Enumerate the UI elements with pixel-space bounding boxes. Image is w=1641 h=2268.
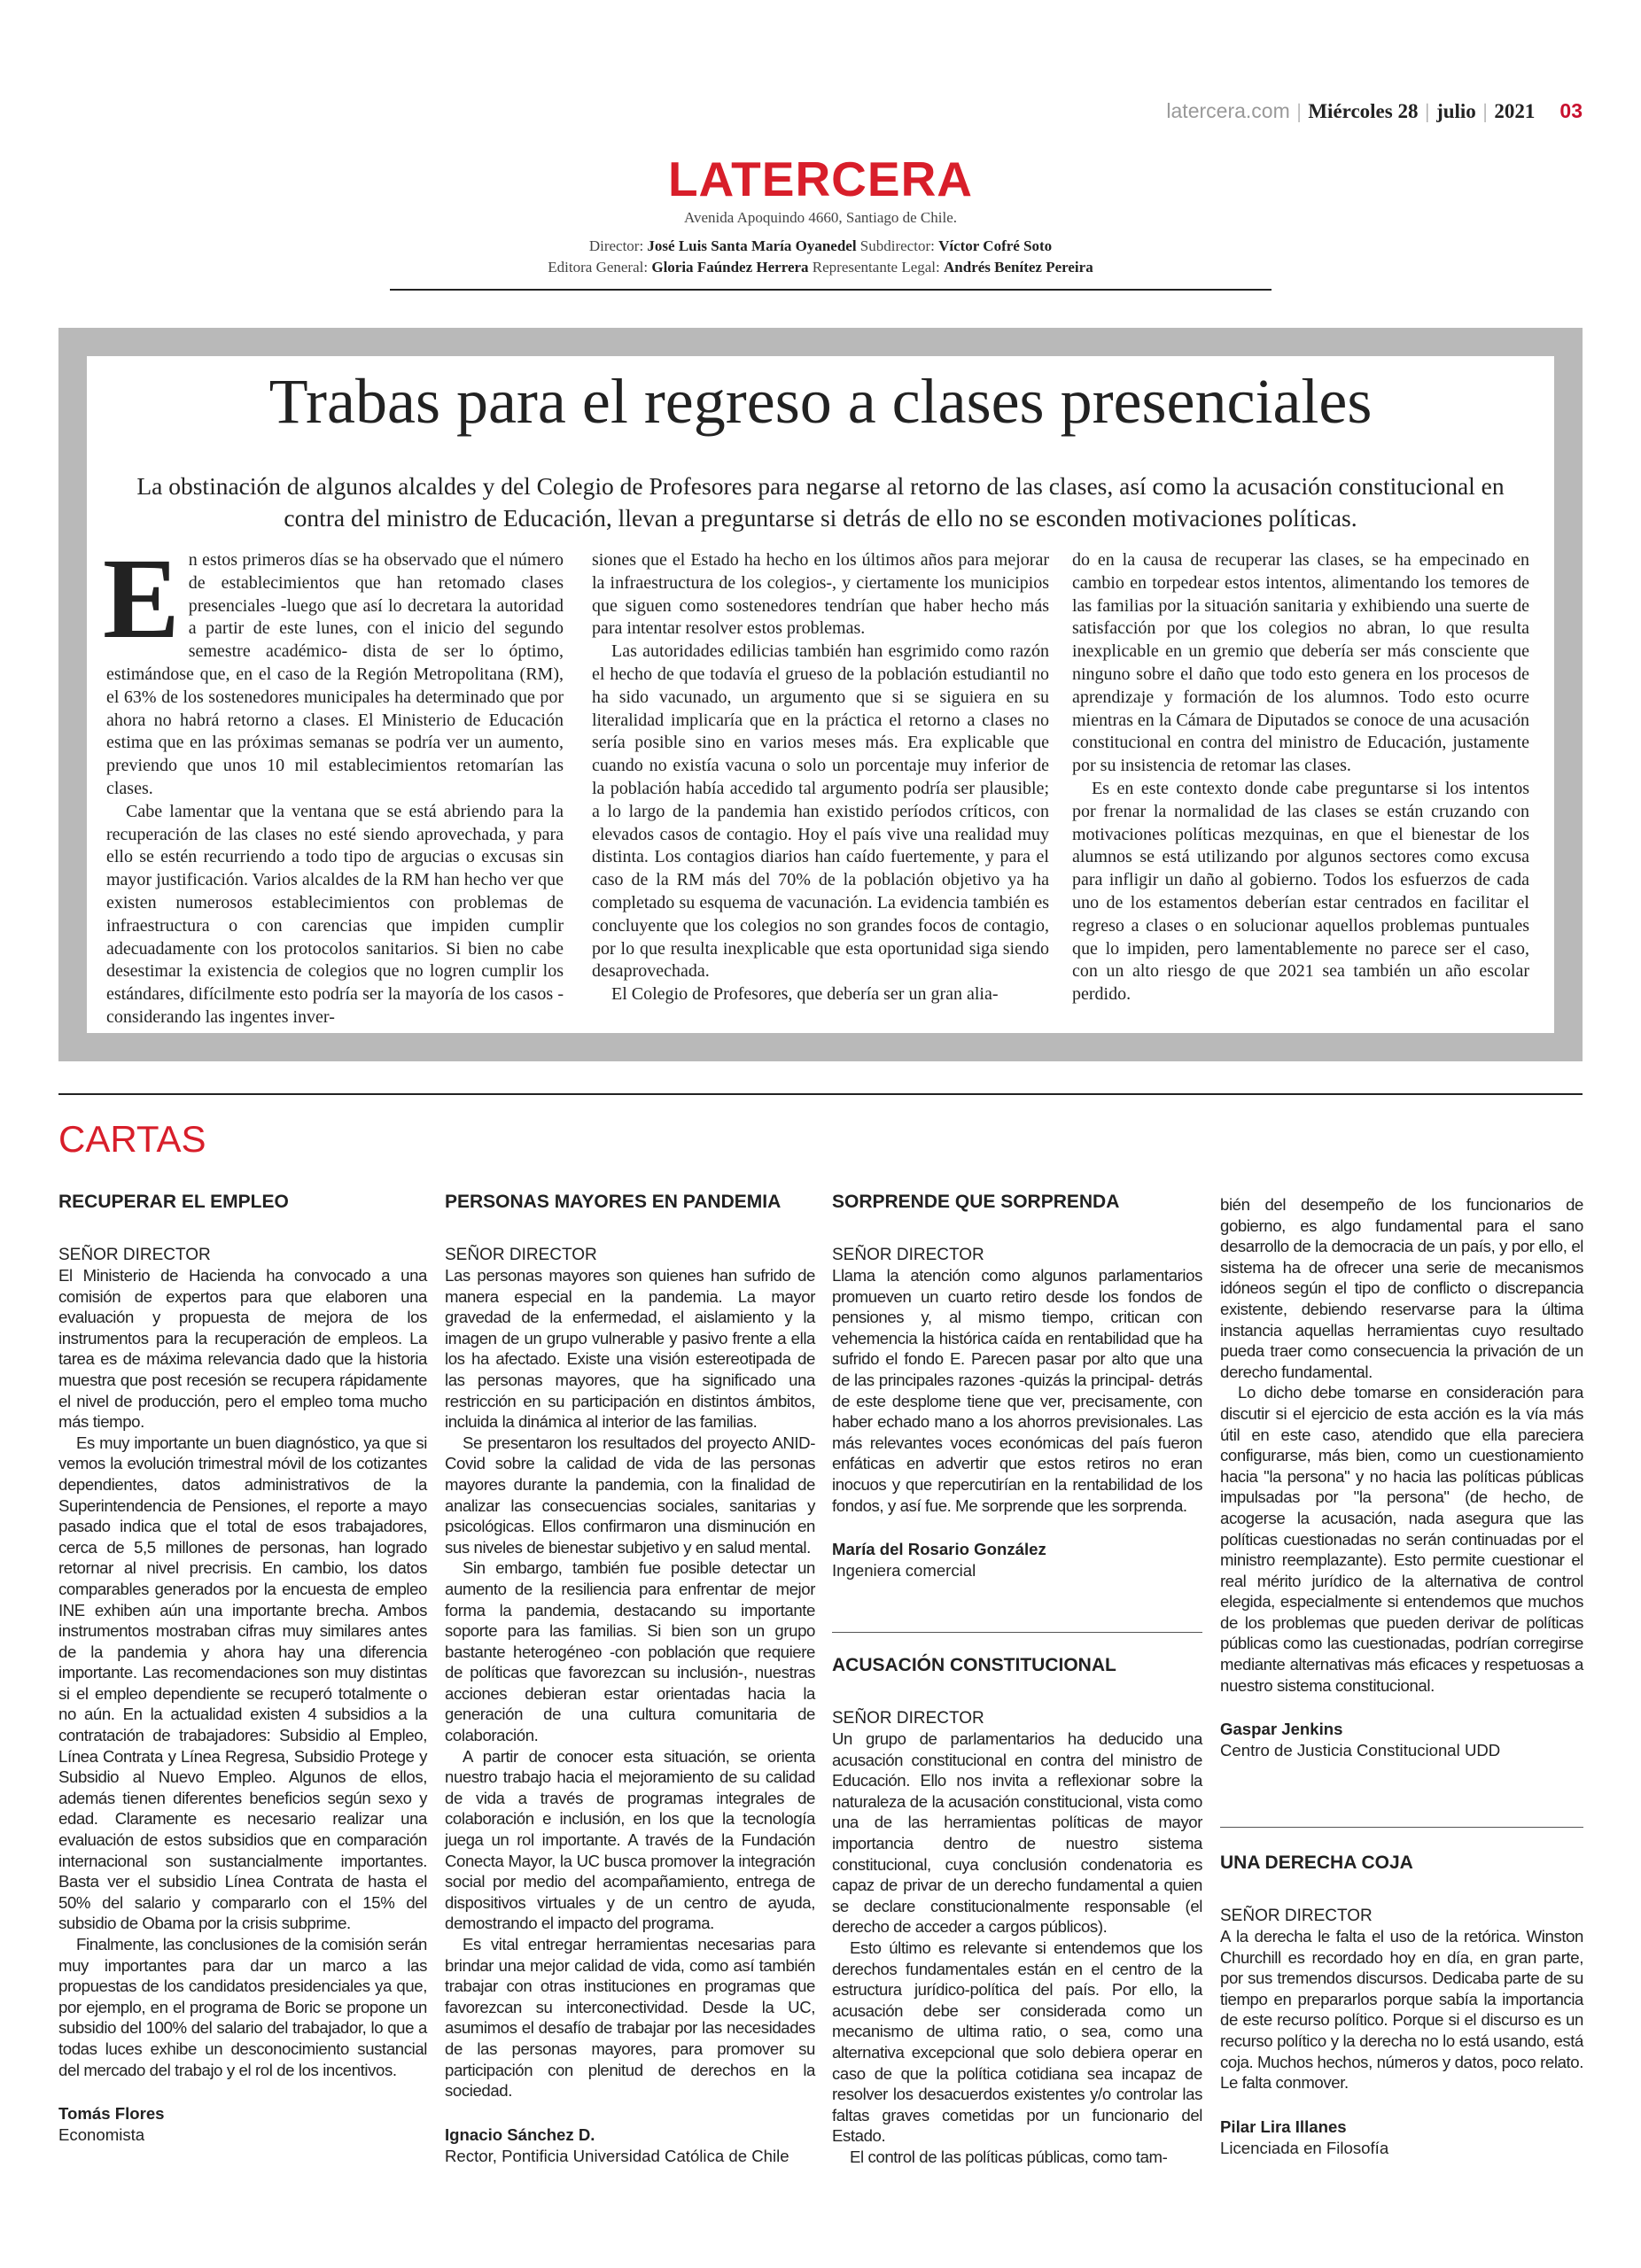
letter-derecha-coja [1220, 1852, 1583, 2159]
subdirector-name: Víctor Cofré Soto [938, 237, 1053, 254]
letter-personas-mayores [445, 1192, 815, 2167]
letter-title: UNA DERECHA COJA [1220, 1852, 1413, 1873]
letter-salutation: SEÑOR DIRECTOR [58, 1246, 211, 1264]
letter-body: Las personas mayores son quienes han sufrido de manera especial en la pandemia. La mayor gravedad de la enfermedad, el aislamiento y la imagen de un grupo vulnerable y pasivo frente a ella los ha afectado. Existe una visión estereotipada de las personas mayores, que ha significado una restricción en su participación en distintos ámbitos, incluida la dinámica al interior de las familias. Se presentaron los resultados del proyecto ANID-Covid sobre la calidad de vida de las personas mayores durante la pandemia, con la finalidad de analizar las consecuencias sociales, sanitarias y psicológicas. Ellos confirmaron una disminución en sus niveles de bienestar subjetivo y en salud mental. Sin embargo, también fue posible detectar un aumento de la resiliencia para enfrentar de mejor forma la pandemia, destacando su importante soporte para las familias. Si bien son un grupo bastante heterogéneo -con población que requiere de políticas que favorezcan su inclusión-, nuestras acciones debieran estar orientadas hacia la generación de una cultura comunitaria de colaboración. A partir de conocer esta situación, se orienta nuestro trabajo hacia el mejoramiento de su calidad de vida a través de programas integrales de colaboración e inclusión, en los que la tecnología juega un rol importante. A través de la Fundación Conecta Mayor, la UC busca promover la integración social por medio del acompañamiento, entrega de dispositivos virtuales y de un centro de ayuda, demostrando el impacto del programa. Es vital entregar herramientas necesarias para brindar una mejor calidad de vida, como así también trabajar con otras instituciones en programas que favorezcan su interconectividad. Desde la UC, asumimos el desafío de trabajar por las necesidades de las personas mayores, para promover su participación con plenitud de derechos en la sociedad. [445, 1266, 815, 2101]
editorial-title: Trabas para el regreso a clases presenciales [268, 366, 1373, 437]
letter-body: bién del desempeño de los funcionarios de gobierno, es algo fundamental para el sano desarrollo de la democracia de un país, y por ello, el sistema ha de ofrecer una serie de mecanismos idóneos según el tipo de conflicto o discrepancia existente, debiendo reservarse para la última instancia aquellas herramientas cuyo resultado pueda traer como consecuencia la privación de un derecho fundamental. Lo dicho debe tomarse en consideración para discutir si el ejercicio de esta acción es la vía más útil en este caso, atendido que ella pareciera configurarse, más bien, como un cuestionamiento hacia "la persona" y no hacia las políticas públicas impulsadas por "la persona" (de hecho, de acogerse la acusación, nada asegura que las políticas cuestionadas no serán continuadas por el ministro reemplazante). Esto permite cuestionar el real mérito jurídico de la alternativa de control elegida, especialmente si entendemos que muchos de los problemas que pueden derivar de políticas públicas como las cuestionadas, podrían corregirse mediante alternativas más eficaces y respetuosas a nuestro sistema constitucional. [1220, 1195, 1583, 1695]
letter-title: SORPRENDE QUE SORPRENDA [832, 1192, 1120, 1212]
page-number: 03 [1559, 99, 1583, 122]
section-title-cartas: CARTAS [58, 1118, 206, 1160]
editor-name: Gloria Faúndez Herrera [651, 259, 809, 276]
letter-title: PERSONAS MAYORES EN PANDEMIA [445, 1192, 782, 1212]
letter-body: El Ministerio de Hacienda ha convocado a una comisión de expertos para que elaboren una evaluación y propuesta de mejora de los instrumentos para la recuperación de empleos. La tarea es de máxima relevancia dado que la historia muestra que post recesión se recupera rápidamente el nivel de producción, pero el empleo toma mucho más tiempo. Es muy importante un buen diagnóstico, ya que si vemos la evolución trimestral móvil de los cotizantes dependientes, datos administrativos de la Superintendencia de Pensiones, el reporte a mayo pasado indica que el total de esos trabajadores, cerca de 5,5 millones de personas, han logrado retornar al nivel precrisis. En cambio, los datos comparables generados por la encuesta de empleo INE exhiben aún una importante brecha. Ambos instrumentos mostraban cifras muy similares antes de la pandemia y ahora hay una diferencia importante. Las recomendaciones son muy distintas si el empleo dependiente se recuperó totalmente o no aún. En la actualidad existen 4 subsidios a la contratación de trabajadores: Subsidio al Empleo, Línea Contrata y Línea Regresa, Subsidio Protege y Subsidio al Nuevo Empleo. Algunos de ellos, además tienen diferentes beneficios según sexo y edad. Claramente es necesario realizar una evaluación de estos subsidios que en comparación internacional son sustancialmente importantes. Basta ver el subsidio Línea Contrata de hasta el 50% del salario y compararlo con el 15% del subsidio de Obama por la crisis subprime. Finalmente, las conclusiones de la comisión serán muy importantes para dar un marco a las propuestas de los candidatos presidenciales ya que, por ejemplo, en el programa de Boric se propone un subsidio del 100% del salario del trabajador, lo que a todas luces exhibe un desconocimiento sustancial del mercado del trabajo y el rol de los incentivos. [58, 1266, 427, 2079]
letter-acusacion-constitucional [832, 1655, 1202, 2167]
date-month: julio [1436, 100, 1476, 122]
letter-salutation: SEÑOR DIRECTOR [832, 1246, 984, 1264]
letter-role: Economista [58, 2125, 145, 2145]
letter-sorprende [832, 1192, 1202, 1581]
letter-salutation: SEÑOR DIRECTOR [1220, 1907, 1373, 1925]
section-divider [58, 1093, 1583, 1095]
editorial-column-3: do en la causa de recuperar las clases, se ha empecinado en cambio en torpedear estos intentos, alimentando los temores de las familias por la situación sanitaria y exhibiendo una suerte de satisfacción por que los colegios no abran, lo que resulta inexplicable en un gremio que debería ser más consciente que ninguno sobre el daño que todo esto genera en los procesos de aprendizaje y formación de los alumnos. Todo esto ocurre mientras en la Cámara de Diputados se conoce de una acusación constitucional en contra del ministro de Educación, justamente por su insistencia de retomar las clases. Es en este contexto donde cabe preguntarse si los intentos por frenar la normalidad de las clases se están cruzando con motivaciones políticas mezquinas, en que el bienestar de los alumnos se está utilizando por algunos sectores como excusa para infligir un daño al gobierno. Todos los esfuerzos de cada uno de los estamentos deberían estar centrados en facilitar el regreso a clases o en solucionar aquellos problemas puntuales que lo impiden, pero lamentablemente no parece ser el caso, con un alto riesgo de que 2021 sea también un año escolar perdido. [1072, 550, 1529, 1005]
letter-recuperar-empleo [58, 1192, 427, 2146]
drop-cap: E [103, 535, 180, 663]
letter-signature: Pilar Lira Illanes [1220, 2117, 1347, 2136]
letter-body: A la derecha le falta el uso de la retórica. Winston Churchill es recordado hoy en día, en gran parte, por sus tremendos discursos. Dedicaba parte de su tiempo en prepararlos porque sabía la importancia de este recurso político. Porque si el discurso es un recurso político y la derecha no lo está usando, está coja. Muchos hechos, números y datos, poco relato. Le falta conmover. [1220, 1927, 1583, 2093]
director-name: José Luis Santa María Oyanedel [647, 237, 857, 254]
site-url[interactable]: latercera.com [1166, 99, 1290, 122]
letter-title: ACUSACIÓN CONSTITUCIONAL [832, 1655, 1116, 1675]
letter-body: Un grupo de parlamentarios ha deducido una acusación constitucional en contra del ministro de Educación. Ello nos invita a reflexionar sobre la naturaleza de la acusación constitucional, vista como una de las herramientas políticas de mayor importancia dentro de nuestro sistema constitucional, cuya conclusión condenatoria es capaz de privar de un derecho fundamental a quien se declare constitucionalmente responsable (el derecho de acceder a cargos públicos). Esto último es relevante si entendemos que los derechos fundamentales están en el centro de la estructura jurídico-política del país. Por ello, la acusación debe ser considerada como un mecanismo de ultima ratio, o sea, como una alternativa excepcional que solo debiera operar en caso de que la política cotidiana sea incapaz de resolver los desacuerdos existentes y/o controlar las faltas graves cometidas por un funcionario del Estado. El control de las políticas públicas, como tam- [832, 1729, 1202, 2166]
legal-rep-name: Andrés Benítez Pereira [944, 259, 1093, 276]
letter-salutation: SEÑOR DIRECTOR [832, 1709, 984, 1728]
address: Avenida Apoquindo 4660, Santiago de Chile. [683, 209, 957, 226]
editorial-lede: La obstinación de algunos alcaldes y del Colegio de Profesores para negarse al retorno de las clases, así como la acusación constitucional en contra del ministro de Educación, llevan a preguntarse si detrás de ello no se esconden motivaciones políticas. [136, 472, 1505, 532]
editorial-column-1: En estos primeros días se ha observado que el número de establecimientos que han retomado clases presenciales -luego que así lo decretara la autoridad a partir de este lunes, con el inicio del segundo semestre académico- dista de ser lo óptimo, estimándose que, en el caso de la Región Metropolitana (RM), el 63% de los sostenedores municipales ha determinado que por ahora no habrá retorno a clases. El Ministerio de Educación estima que en las próximas semanas se podría ver un aumento, previendo que unos 10 mil establecimientos retomarían las clases. Cabe lamentar que la ventana que se está abriendo para la recuperación de las clases no esté siendo aprovechada, y para ello se estén recurriendo a todo tipo de argucias o excusas sin mayor justificación. Varios alcaldes de la RM han hecho ver que existen numerosos establecimientos con problemas de infraestructura o con carencias que impiden cumplir adecuadamente con los protocolos sanitarios. Si bien no cabe desestimar la existencia de colegios que no logren cumplir los estándares, difícilmente esto podría ser la mayoría de los casos -considerando las ingentes inver- [103, 535, 564, 1027]
editorial-column-2: siones que el Estado ha hecho en los últimos años para mejorar la infraestructura de los colegios-, y ciertamente los municipios que siguen como sostenedores tendrían que haber hecho más para intentar resolver estos problemas. Las autoridades edilicias también han esgrimido como razón el hecho de que todavía el grueso de la población estudiantil no ha sido vacunado, un argumento que si se siguiera en su literalidad implicaría que en la práctica el retorno a clases no sería posible sino en varios meses más. Era explicable que cuando no existía vacuna o solo un porcentaje muy inferior de la población había accedido tal argumento podría ser plausible; a lo largo de la pandemia han existido períodos críticos, con elevados casos de contagio. Hoy el país vive una realidad muy distinta. Los contagios diarios han caído fuertemente, y para el caso de la RM más del 70% de la población objetivo ya ha completado su esquema de vacunación. La evidencia también es concluyente que los colegios no son grandes focos de contagio, por lo que resulta inexplicable que esta oportunidad siga siendo desaprovechada. El Colegio de Profesores, que debería ser un gran alia- [592, 550, 1049, 1005]
letter-role: Licenciada en Filosofía [1220, 2138, 1389, 2157]
letter-signature: Tomás Flores [58, 2104, 165, 2124]
date-year: 2021 [1494, 100, 1536, 122]
header-divider [390, 289, 1272, 291]
letter-signature: Ignacio Sánchez D. [445, 2124, 595, 2144]
letter-title: RECUPERAR EL EMPLEO [58, 1192, 289, 1212]
date-day: Miércoles 28 [1308, 100, 1419, 122]
newspaper-logo: LATERCERA [667, 151, 974, 206]
date-line: latercera.com | Miércoles 28 | julio | 2021 03 [1166, 99, 1583, 122]
masthead-line-1: Director: José Luis Santa María Oyanedel Subdirector: Víctor Cofré Soto [588, 237, 1053, 254]
letter-role: Ingeniera comercial [832, 1561, 976, 1581]
letter-role: Rector, Pontificia Universidad Católica de Chile [445, 2146, 789, 2165]
letter-salutation: SEÑOR DIRECTOR [445, 1246, 597, 1264]
letter-divider [1220, 1827, 1583, 1828]
letter-acusacion-continuation [1220, 1194, 1583, 1761]
letter-signature: María del Rosario González [832, 1540, 1046, 1559]
letter-role: Centro de Justicia Constitucional UDD [1220, 1741, 1501, 1760]
masthead-line-2: Editora General: Gloria Faúndez Herrera Representante Legal: Andrés Benítez Pereira [548, 259, 1093, 276]
letter-signature: Gaspar Jenkins [1220, 1720, 1343, 1739]
letter-body: Llama la atención como algunos parlamentarios promueven un cuarto retiro desde los fondos de pensiones y, al mismo tiempo, critican con vehemencia la histórica caída en rentabilidad que ha sufrido el fondo E. Parecen pasar por alto que una de las principales razones -quizás la principal- detrás de este desplome tiene que ver, precisamente, con haber echado mano a los ahorros previsionales. Las más relevantes voces económicas del país fueron enfáticas en advertir que estos retiros no eran inocuos y que repercutirían en la rentabilidad de los fondos, y así fue. Me sorprende que les sorprenda. [832, 1266, 1202, 1515]
letter-divider [832, 1632, 1202, 1633]
